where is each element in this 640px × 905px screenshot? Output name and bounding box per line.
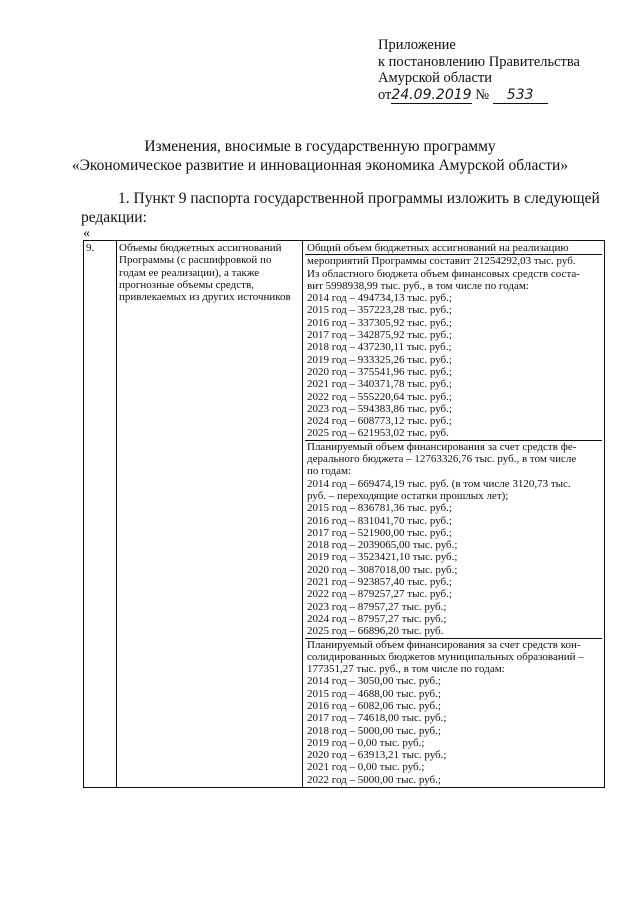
paragraph-line-2: редакции: (81, 209, 147, 226)
description-line: 2017 год – 342875,92 тыс. руб.; (307, 329, 452, 342)
description-line: вит 5998938,99 тыс. руб., в том числе по годам: (307, 279, 529, 292)
description-line: дерального бюджета – 12763326,76 тыс. руб., в том числе (307, 453, 577, 466)
description-line: Планируемый объем финансирования за счет средств фе- (305, 440, 602, 453)
number-sign: № (475, 86, 490, 103)
description-line: 2021 год – 923857,40 тыс. руб.; (307, 576, 452, 589)
description-line: 2022 год – 555220,64 тыс. руб.; (307, 390, 452, 403)
row-name: Объемы бюджетных ассигнований Программы (с расшифровкой по годам ее реализации), а также прогнозные объемы средств, привлекаемых из других источников (117, 241, 303, 788)
description-line: 2014 год – 669474,19 тыс. руб. (в том числе 3120,73 тыс. (307, 477, 571, 490)
description-line: по годам: (307, 465, 352, 478)
description-line: 2020 год – 3087018,00 тыс. руб.; (307, 563, 458, 576)
appendix-block (378, 37, 580, 104)
description-line: мероприятий Программы составит 21254292,03 тыс. руб. (305, 254, 602, 267)
description-line: 2014 год – 494734,13 тыс. руб.; (307, 292, 452, 305)
description-line: 2024 год – 608773,12 тыс. руб.; (307, 415, 452, 428)
date-prefix: от (378, 86, 392, 103)
appendix-date-line (378, 87, 580, 105)
appendix-line-1: Приложение (378, 37, 456, 53)
description-line: 2018 год – 2039065,00 тыс. руб.; (307, 539, 458, 552)
description-line: 2023 год – 594383,86 тыс. руб.; (307, 402, 452, 415)
description-line: 2022 год – 879257,27 тыс. руб.; (307, 588, 452, 601)
description-line: 2016 год – 6082,06 тыс. руб.; (307, 699, 441, 712)
appendix-line-2: к постановлению Правительства (378, 53, 580, 70)
description-line: 2015 год – 357223,28 тыс. руб.; (307, 304, 452, 317)
description-line: 2018 год – 437230,11 тыс. руб.; (307, 341, 452, 354)
description-lines (305, 242, 602, 786)
description-line: 2019 год – 933325,26 тыс. руб.; (307, 353, 452, 366)
description-line: Общий объем бюджетных ассигнований на реализацию (307, 242, 569, 254)
description-line: 177351,27 тыс. руб., в том числе по годам: (307, 663, 505, 676)
handwritten-number: 533 (493, 87, 548, 105)
description-line: 2016 год – 337305,92 тыс. руб.; (307, 316, 452, 329)
handwritten-date: 24.09.2019 (391, 86, 472, 103)
description-line: 2021 год – 0,00 тыс. руб.; (307, 761, 425, 774)
description-line: 2023 год – 87957,27 тыс. руб.; (307, 600, 447, 613)
description-line: Из областного бюджета объем финансовых средств соста- (307, 267, 580, 280)
description-line: 2019 год – 0,00 тыс. руб.; (307, 736, 425, 749)
description-line: 2022 год – 5000,00 тыс. руб.; (307, 773, 441, 786)
description-line: 2019 год – 3523421,10 тыс. руб.; (307, 551, 458, 564)
description-line: руб. – переходящие остатки прошлых лет); (307, 489, 509, 502)
description-line: 2015 год – 836781,36 тыс. руб.; (307, 502, 452, 515)
description-line: солидированных бюджетов муниципальных образований – (307, 650, 584, 663)
title-line-1: Изменения, вносимые в государственную программу (144, 138, 496, 155)
description-line: 2014 год – 3050,00 тыс. руб.; (307, 675, 441, 688)
description-line: 2024 год – 87957,27 тыс. руб.; (307, 612, 447, 625)
paragraph-line-1: 1. Пункт 9 паспорта государственной программы изложить в следующей (118, 190, 600, 207)
row-description (303, 241, 605, 788)
description-line: 2015 год – 4688,00 тыс. руб.; (307, 687, 441, 700)
description-line: 2017 год – 521900,00 тыс. руб.; (307, 526, 452, 539)
opening-quote: « (83, 226, 90, 241)
description-line: 2025 год – 66896,20 тыс. руб. (307, 625, 444, 638)
title-line-2: «Экономическое развитие и инновационная экономика Амурской области» (71, 157, 569, 174)
description-line: 2018 год – 5000,00 тыс. руб.; (307, 724, 441, 737)
document-title (0, 137, 640, 175)
program-table (83, 240, 605, 788)
description-line: Планируемый объем финансирования за счет средств кон- (305, 638, 602, 651)
description-line: 2017 год – 74618,00 тыс. руб.; (307, 712, 447, 725)
table-row (84, 241, 605, 788)
description-line: 2020 год – 375541,96 тыс. руб.; (307, 365, 452, 378)
description-line: 2016 год – 831041,70 тыс. руб.; (307, 514, 452, 527)
description-line: 2021 год – 340371,78 тыс. руб.; (307, 378, 452, 391)
description-line: 2020 год – 63913,21 тыс. руб.; (307, 749, 447, 762)
description-line: 2025 год – 621953,02 тыс. руб. (307, 427, 449, 440)
appendix-line-3: Амурской области (378, 70, 492, 87)
row-number: 9. (84, 241, 117, 788)
